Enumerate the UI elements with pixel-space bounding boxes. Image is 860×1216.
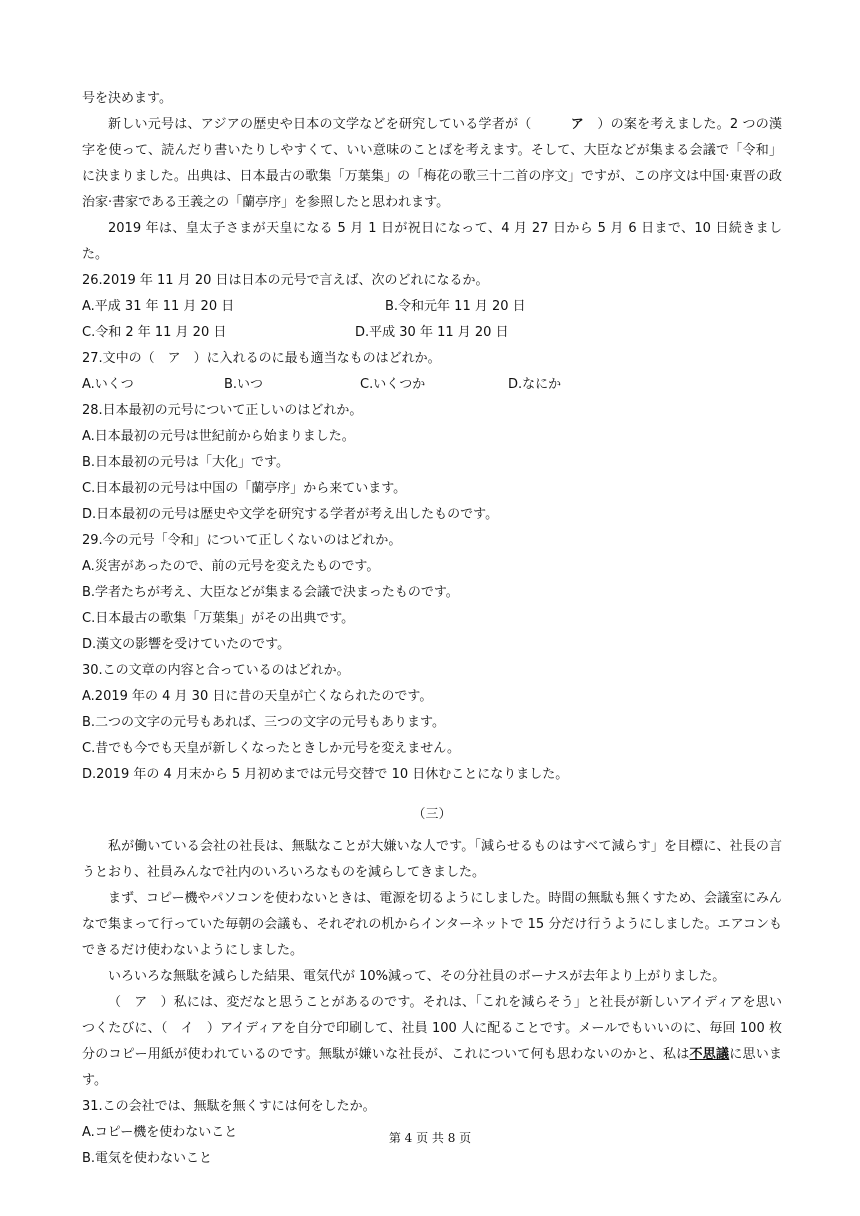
option-29-d: D.漢文の影響を受けていたのです。	[82, 637, 291, 652]
option-29-b: B.学者たちが考え、大臣などが集まる会議で決まったものです。	[82, 585, 459, 600]
section3-paragraph-1: 私が働いている会社の社長は、無駄なことが大嫌いな人です。「減らせるものはすべて減らす」を目標に、社長の言うとおり、社員みんなで社内のいろいろなものを減らしてきました。	[82, 839, 782, 880]
option-29-c: C.日本最古の歌集「万葉集」がその出典です。	[82, 611, 355, 626]
option-30-c: C.昔でも今でも天皇が新しくなったときしか元号を変えません。	[82, 741, 460, 756]
section3-paragraph-3: いろいろな無駄を減らした結果、電気代が 10%減って、その分社員のボーナスが去年より上がりました。	[108, 969, 726, 984]
option-28-c: C.日本最初の元号は中国の「蘭亭序」から来ています。	[82, 481, 407, 496]
page-footer: 第 4 页 共 8 页	[388, 1131, 472, 1145]
option-28-d: D.日本最初の元号は歴史や文学を研究する学者が考え出したものです。	[82, 507, 499, 522]
option-27-a: A.いくつ	[82, 377, 134, 392]
document-page	[82, 86, 782, 1172]
option-30-d: D.2019 年の 4 月末から 5 月初めまでは元号交替で 10 日休むことになりました。	[82, 767, 569, 782]
option-28-a: A.日本最初の元号は世紀前から始まりました。	[82, 429, 355, 444]
option-26-d: D.平成 30 年 11 月 20 日	[355, 325, 509, 340]
question-27-options	[82, 372, 782, 398]
option-31-a: A.コピー機を使わないこと	[82, 1125, 238, 1140]
intro-paragraph-1-start: 新しい元号は、アジアの歴史や日本の文学などを研究している学者が（	[108, 117, 545, 132]
question-28: 28.日本最初の元号について正しいのはどれか。	[82, 403, 363, 418]
section3-paragraph-4-start: （ ア ）私には、変だなと思うことがあるのです。それは、「これを減らそう」と社長が新しいアイディアを思いつくたびに、（ イ ）アイディアを自分で印刷して、社員 100 人に配ることです。メールでもいいのに、毎回 100 枚分のコピー用紙が使われているのです。無駄が嫌いな社長が、これについて何も思わないのかと、私は	[82, 995, 782, 1062]
question-27: 27.文中の（ ア ）に入れるのに最も適当なものはどれか。	[82, 351, 441, 366]
question-26-options-row-2	[82, 320, 782, 346]
option-31-b: B.電気を使わないこと	[82, 1151, 213, 1166]
option-26-c: C.令和 2 年 11 月 20 日	[82, 325, 227, 340]
section-title: （三）	[412, 807, 452, 822]
intro-paragraph-1-rest: ）の案を考えました。2 つの漢字を使って、読んだり書いたりしやすくて、いい意味のことばを考えます。そして、大臣などが集まる会議で「令和」に決まりました。出典は、日本最古の歌集「万葉集」の「梅花の歌三十二首の序文」ですが、この序文は中国·東晋の政治家·書家である王義之の「蘭亭序」を参照したと思われます。	[82, 117, 782, 210]
intro-line: 号を決めます。	[82, 91, 172, 106]
underlined-word: 不思議	[689, 1047, 730, 1062]
option-29-a: A.災害があったので、前の元号を変えたものです。	[82, 559, 380, 574]
question-26: 26.2019 年 11 月 20 日は日本の元号で言えば、次のどれになるか。	[82, 273, 489, 288]
option-30-a: A.2019 年の 4 月 30 日に昔の天皇が亡くなられたのです。	[82, 689, 433, 704]
option-26-a: A.平成 31 年 11 月 20 日	[82, 299, 235, 314]
option-30-b: B.二つの文字の元号もあれば、三つの文字の元号もあります。	[82, 715, 446, 730]
question-29: 29.今の元号「令和」について正しくないのはどれか。	[82, 533, 402, 548]
option-28-b: B.日本最初の元号は「大化」です。	[82, 455, 290, 470]
intro-paragraph-2: 2019 年は、皇太子さまが天皇になる 5 月 1 日が祝日になって、4 月 27 日から 5 月 6 日まで、10 日続きました。	[82, 221, 782, 262]
option-27-d: D.なにか	[508, 377, 562, 392]
option-26-b: B.令和元年 11 月 20 日	[385, 299, 526, 314]
blank-a: ア	[570, 117, 584, 132]
option-27-c: C.いくつか	[360, 377, 426, 392]
section3-paragraph-2: まず、コピー機やパソコンを使わないときは、電源を切るようにしました。時間の無駄も無くすため、会議室にみんなで集まって行っていた毎朝の会議も、それぞれの机からインターネットで 15 分だけ行うようにしました。エアコンもできるだけ使わないようにしました。	[82, 891, 782, 958]
section3-paragraph-4	[82, 990, 782, 1094]
question-26-options-row-1	[82, 294, 782, 320]
question-31: 31.この会社では、無駄を無くすには何をしたか。	[82, 1099, 376, 1114]
intro-paragraph-1	[82, 112, 782, 216]
question-30: 30.この文章の内容と合っているのはどれか。	[82, 663, 350, 678]
section3-paragraph-4-end: に思います。	[82, 1047, 782, 1088]
option-27-b: B.いつ	[224, 377, 264, 392]
